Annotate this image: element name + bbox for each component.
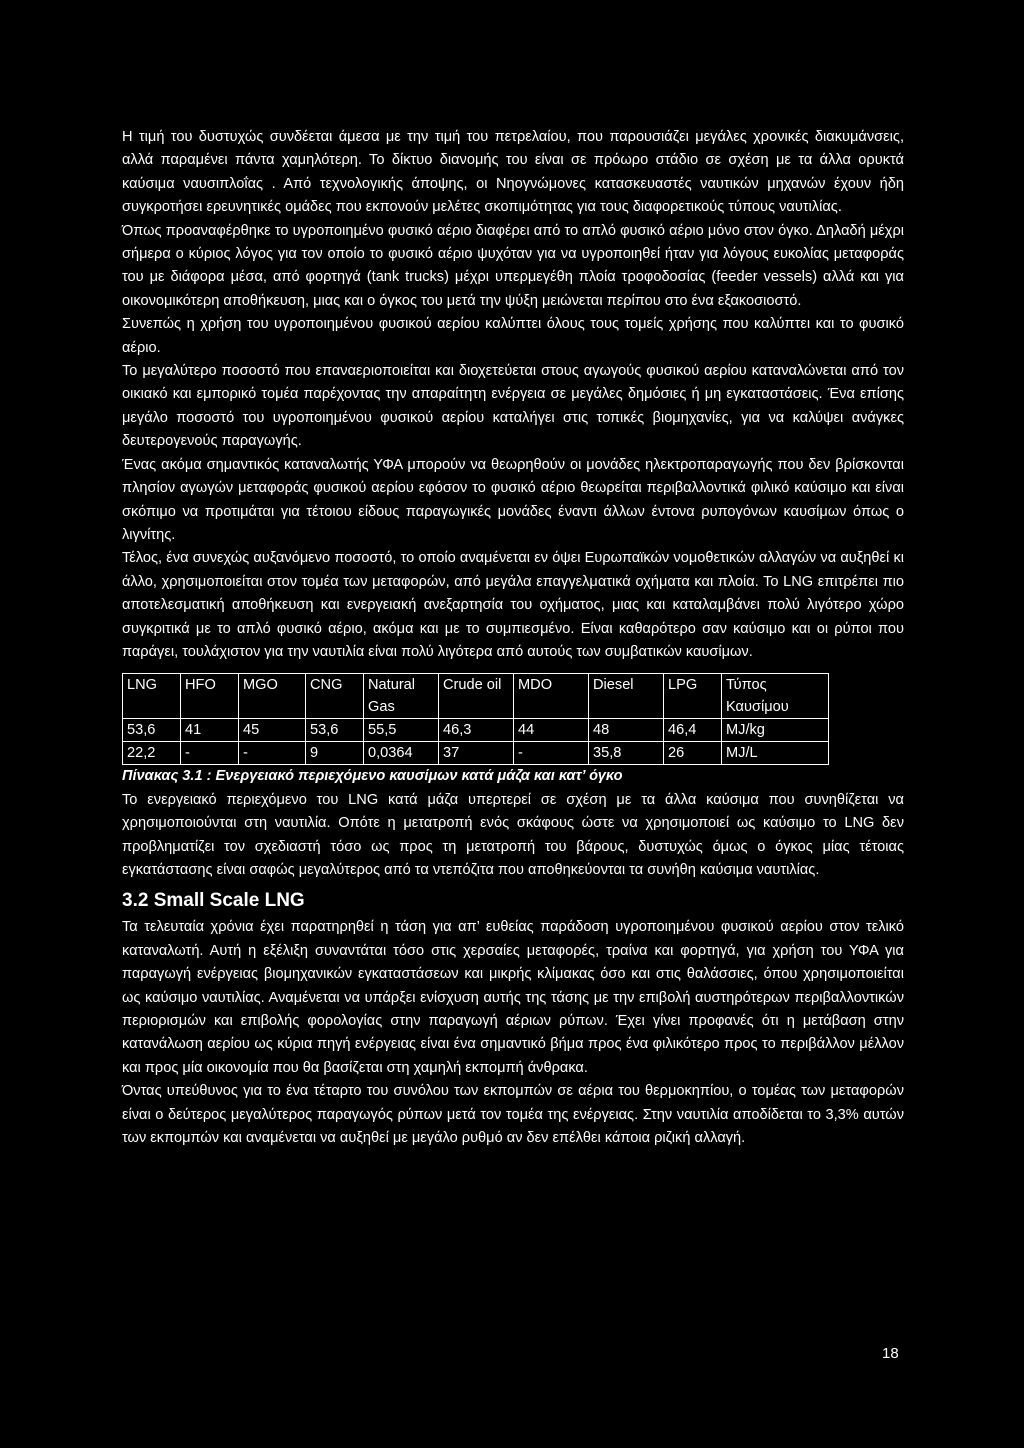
- energy-content-table: [122, 673, 829, 765]
- page-number: 18: [882, 1345, 899, 1362]
- table-cell: 44: [514, 719, 589, 742]
- table-cell: 53,6: [306, 719, 364, 742]
- paragraph: Όντας υπεύθυνος για το ένα τέταρτο του συνόλου των εκπομπών σε αέρια του θερμοκηπίου, ο τομέας των μεταφορών είναι ο δεύτερος μεγαλύτερος παραγωγός ρύπων μετά τον τομέα της ενέργειας. Στην ναυτιλία αποδίδεται το 3,3% αυτών των εκπομπών και αναμένεται να αυξηθεί με μεγάλο ρυθμό αν δεν επέλθει κάποια ριζική αλλαγή.: [122, 1083, 904, 1147]
- table-header-cell: Diesel: [589, 674, 664, 719]
- table-header-cell: MGO: [239, 674, 306, 719]
- table-header-cell: CNG: [306, 674, 364, 719]
- paragraph: Τέλος, ένα συνεχώς αυξανόμενο ποσοστό, το οποίο αναμένεται εν όψει Ευρωπαϊκών νομοθετικών αλλαγών να αυξηθεί κι άλλο, χρησιμοποιείται στον τομέα των μεταφορών, από μεγάλα επαγγελματικά οχήματα και πλοία. Το LNG επιτρέπει πιο αποτελεσματική αποθήκευση και ενεργειακή ανεξαρτησία του οχήματος, μιας και καταλαμβάνει πολύ λιγότερο χώρο συγκριτικά με το απλό φυσικό αέριο, ακόμα και με το συμπιεσμένο. Είναι καθαρότερο σαν καύσιμο και οι ρύποι που παράγει, τουλάχιστον για την ναυτιλία είναι πολύ λιγότερα από αυτούς των συμβατικών καυσίμων.: [122, 550, 904, 660]
- table-cell: 41: [181, 719, 239, 742]
- table-cell: 48: [589, 719, 664, 742]
- table-cell: 22,2: [123, 742, 181, 765]
- paragraph: Το μεγαλύτερο ποσοστό που επαναεριοποιείται και διοχετεύεται στους αγωγούς φυσικού αερίου καταναλώνεται από τον οικιακό και εμπορικό τομέα παρέχοντας την απαραίτητη ενέργεια σε μεγάλες δημόσιες ή μη εγκαταστάσεις. Ένα επίσης μεγάλο ποσοστό του υγροποιημένου φυσικού αερίου καταλήγει στις τοπικές βιομηχανίες, για να καλύψει ανάγκες δευτερογενούς παραγωγής.: [122, 363, 904, 450]
- paragraph: Όπως προαναφέρθηκε το υγροποιημένο φυσικό αέριο διαφέρει από το απλό φυσικό αέριο μόνο στον όγκο. Δηλαδή μέχρι σήμερα ο κύριος λόγος για τον οποίο το φυσικό αέριο ψυχόταν για να υγροποιηθεί ήταν για λόγους ευκολίας μεταφοράς του με διάφορα μέσα, από φορτηγά (tank trucks) μέχρι υπερμεγέθη πλοία τροφοδοσίας (feeder vessels) αλλά και για οικονομικότερη αποθήκευση, μιας και ο όγκος του μετά την ψύξη μειώνεται περίπου στο ένα εξακοσιοστό.: [122, 222, 904, 309]
- table-cell: 55,5: [364, 719, 439, 742]
- table-cell: MJ/L: [722, 742, 829, 765]
- table-cell: 46,3: [439, 719, 514, 742]
- paragraph: Ένας ακόμα σημαντικός καταναλωτής ΥΦΑ μπορούν να θεωρηθούν οι μονάδες ηλεκτροπαραγωγής που δεν βρίσκονται πλησίον αγωγών μεταφοράς φυσικού αερίου εφόσον το φυσικό αέριο θεωρείται περιβαλλοντικά φιλικό καύσιμο και είναι σκόπιμο να προτιμάται για τέτοιου είδους παραγωγικές μονάδες έναντι άλλων έντονα ρυπογόνων καυσίμων όπως ο λιγνίτης.: [122, 456, 904, 543]
- paragraph: Το ενεργειακό περιεχόμενο του LNG κατά μάζα υπερτερεί σε σχέση με τα άλλα καύσιμα που συνηθίζεται να χρησιμοποιούνται στη ναυτιλία. Οπότε η μετατροπή ενός σκάφους ώστε να χρησιμοποιεί ως καύσιμο το LNG δεν προβληματίζει τον σχεδιαστή τόσο ως προς τη μετατροπή του βάρους, δυστυχώς όμως ο όγκος μίας τέτοιας εγκατάστασης είναι σαφώς μεγαλύτερος από τα ντεπόζιτα που αποθηκεύονται τα συνήθη καύσιμα ναυτιλίας.: [122, 791, 904, 878]
- paragraph: Τα τελευταία χρόνια έχει παρατηρηθεί η τάση για απ’ ευθείας παράδοση υγροποιημένου φυσικού αερίου στον τελικό καταναλωτή. Αυτή η εξέλιξη συναντάται τόσο στις χερσαίες μεταφορές, τραίνα και φορτηγά, για χρήση του ΥΦΑ για παραγωγή ενέργειας βιομηχανικών εγκαταστάσεων και μικρής κλίμακας όσο και στις θαλάσσιες, όπου χρησιμοποιείται ως καύσιμο ναυτιλίας. Αναμένεται να υπάρξει ενίσχυση αυτής της τάσης με την επιβολή αυστηρότερων περιβαλλοντικών περιορισμών και επιβολής φορολογίας στην παραγωγή αέριων ρύπων. Έχει γίνει προφανές ότι η μετάβαση στην κατανάλωση αερίου ως κύρια πηγή ενέργειας είναι ένα σημαντικό βήμα προς ένα φιλικότερο προς το περιβάλλον μέλλον και προς μία οικονομία που θα βασίζεται στη χαμηλή εκπομπή άνθρακα.: [122, 919, 904, 1076]
- table-cell: -: [514, 742, 589, 765]
- table-header-cell: Crude oil: [439, 674, 514, 719]
- table-caption: Πίνακας 3.1 : Ενεργειακό περιεχόμενο καυσίμων κατά μάζα και κατ’ όγκο: [122, 768, 623, 785]
- table-row: [123, 742, 829, 765]
- table-header-cell: HFO: [181, 674, 239, 719]
- table-header-row: [123, 674, 829, 719]
- document-body: [122, 126, 904, 1150]
- table-row: [123, 719, 829, 742]
- table-cell: 9: [306, 742, 364, 765]
- table-cell: 53,6: [123, 719, 181, 742]
- table-cell: 35,8: [589, 742, 664, 765]
- table-header-cell: MDO: [514, 674, 589, 719]
- table-cell: MJ/kg: [722, 719, 829, 742]
- table-header-cell: LPG: [664, 674, 722, 719]
- table-cell: 26: [664, 742, 722, 765]
- table-cell: 45: [239, 719, 306, 742]
- table-header-cell: LNG: [123, 674, 181, 719]
- paragraph: Η τιμή του δυστυχώς συνδέεται άμεσα με την τιμή του πετρελαίου, που παρουσιάζει μεγάλες χρονικές διακυμάνσεις, αλλά παραμένει πάντα χαμηλότερη. Το δίκτυο διανομής του είναι σε πρόωρο στάδιο σε σχέση με τα άλλα ορυκτά καύσιμα ναυσιπλοΐας . Από τεχνολογικής άποψης, οι Νηογνώμονες κατασκευαστές ναυτικών μηχανών έχουν ήδη συγκροτήσει ερευνητικές ομάδες που εκπονούν μελέτες σκοπιμότητας για τους διαφορετικούς τύπους ναυτιλίας.: [122, 129, 904, 216]
- table-cell: -: [239, 742, 306, 765]
- table-cell: 0,0364: [364, 742, 439, 765]
- table-cell: -: [181, 742, 239, 765]
- section-heading: 3.2 Small Scale LNG: [122, 890, 305, 912]
- table-cell: 46,4: [664, 719, 722, 742]
- paragraph: Συνεπώς η χρήση του υγροποιημένου φυσικού αερίου καλύπτει όλους τους τομείς χρήσης που καλύπτει και το φυσικό αέριο.: [122, 316, 904, 356]
- table-cell: 37: [439, 742, 514, 765]
- table-header-cell: Τύπος Καυσίμου: [722, 674, 829, 719]
- table-header-cell: Natural Gas: [364, 674, 439, 719]
